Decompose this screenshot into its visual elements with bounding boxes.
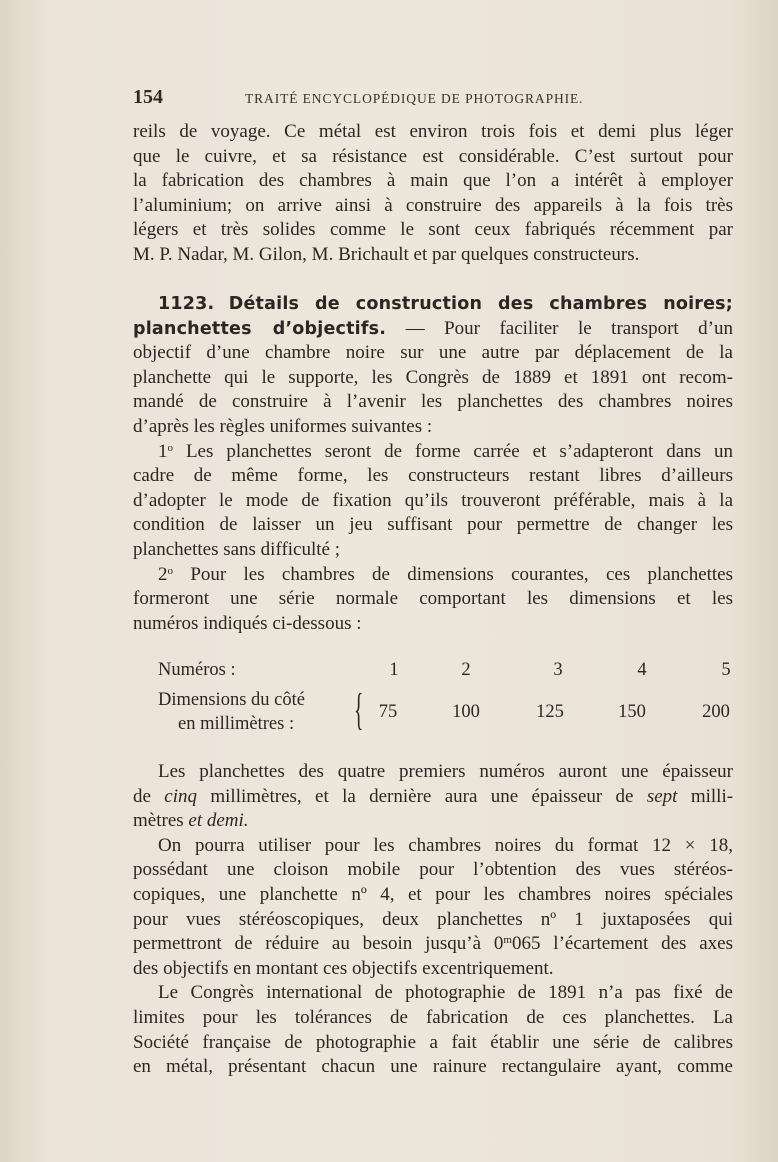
- list-item-1: [133, 440, 733, 465]
- page-header: [133, 86, 733, 114]
- text-line: M. P. Nadar, M. Gilon, M. Brichault et par quelques constructeurs.: [133, 243, 640, 265]
- text-line: légers et très solides comme le sont ceux fabriqués récemment par: [133, 219, 733, 241]
- italic-word: et demi.: [188, 810, 249, 832]
- item-number-sup: o: [167, 441, 173, 454]
- text-line: numéros indiqués ci-dessous :: [133, 612, 362, 634]
- section-title-line2: planchettes d’objectifs.: [133, 318, 387, 339]
- dimension-cell: 150: [618, 702, 646, 722]
- text-fragment: Pour les chambres de dimensions courantes, ces planchettes: [190, 563, 734, 585]
- text-line: reils de voyage. Ce métal est environ trois fois et demi plus léger: [133, 121, 733, 142]
- list-item-2: [133, 563, 733, 588]
- row-label-millimetres: en millimètres :: [178, 714, 295, 734]
- item-number: 1: [158, 440, 168, 462]
- page-number: 154: [133, 86, 163, 108]
- text-line: la fabrication des chambres à main que l’on a intérêt à employer: [133, 170, 733, 192]
- dimension-cell: 125: [536, 702, 564, 722]
- number-cell: 1: [389, 660, 399, 680]
- text-line: [133, 317, 733, 342]
- text-line: [133, 785, 733, 810]
- text-line: objectif d’une chambre noire sur une autre par déplacement de la: [133, 342, 733, 364]
- row-label-numeros: Numéros :: [158, 660, 236, 680]
- text-fragment: 065 l’écartement des axes: [511, 933, 733, 955]
- number-cell: 2: [461, 660, 471, 680]
- text-fragment: Les planchettes seront de forme carrée et s’adapteront dans un: [185, 440, 733, 462]
- running-head: TRAITÉ ENCYCLOPÉDIQUE DE PHOTOGRAPHIE.: [245, 91, 584, 106]
- text-fragment: milli-: [690, 785, 734, 807]
- text-line: pour vues stéréoscopiques, deux planchettes nº 1 juxtaposées qui: [133, 908, 733, 930]
- text-line: condition de laisser un jeu suffisant pour permettre de changer les: [133, 514, 733, 536]
- text-line: d’après les règles uniformes suivantes :: [133, 415, 433, 437]
- item-number: 2: [158, 563, 168, 585]
- unit-sup: m: [503, 934, 512, 947]
- section-title-line1: Détails de construction des chambres noires;: [228, 294, 733, 314]
- italic-word: cinq: [164, 785, 198, 807]
- text-line: formeront une série normale comportant les dimensions et les: [133, 588, 733, 610]
- number-cell: 3: [553, 660, 563, 680]
- dimension-cell: 75: [378, 702, 398, 722]
- text-line: en métal, présentant chacun une rainure rectangulaire ayant, comme: [133, 1056, 733, 1078]
- italic-word: sept: [646, 785, 678, 807]
- item-number-sup: o: [167, 564, 173, 577]
- text-line: l’aluminium; on arrive ainsi à construire des appareils à la fois très: [133, 194, 733, 216]
- section-heading: [133, 292, 733, 317]
- text-line: limites pour les tolérances de fabrication de ces planchettes. La: [133, 1006, 733, 1028]
- row-label-dimensions: Dimensions du côté: [158, 690, 305, 710]
- text-line: des objectifs en montant ces objectifs excentriquement.: [133, 957, 554, 979]
- number-cell: 5: [721, 660, 731, 680]
- text-fragment: permettront de réduire au besoin jusqu’à 0: [133, 933, 504, 955]
- section-1123: [133, 292, 733, 636]
- text-line: que le cuivre, et sa résistance est considérable. C’est surtout pour: [133, 145, 733, 167]
- text-line: Les planchettes des quatre premiers numéros auront une épaisseur: [158, 761, 733, 782]
- paragraph-aluminium: [133, 120, 733, 268]
- curly-brace: {: [354, 685, 364, 734]
- text-line: d’adopter le mode de fixation qu’ils trouveront préférable, mais à la: [133, 489, 733, 511]
- text-line: cadre de même forme, les constructeurs restant libres d’ailleurs: [133, 465, 733, 487]
- text-line: Société française de photographie a fait établir une série de calibres: [133, 1031, 733, 1053]
- text-line: planchette qui le supporte, les Congrès de 1889 et 1891 ont recom-: [133, 366, 733, 388]
- dimension-cell: 200: [702, 702, 730, 722]
- text-line: [133, 932, 733, 957]
- text-line: On pourra utiliser pour les chambres noires du format 12 × 18,: [158, 834, 733, 856]
- paragraph-thickness: [133, 760, 733, 1080]
- text-fragment: mètres: [133, 810, 184, 832]
- text-line: copiques, une planchette nº 4, et pour les chambres noires spéciales: [133, 883, 733, 905]
- number-cell: 4: [637, 660, 647, 680]
- text-line: mandé de construire à l’avenir les planchettes des chambres noires: [133, 391, 733, 413]
- text-fragment: millimètres, et la dernière aura une épaisseur de: [210, 785, 634, 807]
- dimension-cell: 100: [452, 702, 480, 722]
- section-number: 1123.: [158, 294, 215, 314]
- text-line: possédant une cloison mobile pour l’obtention des vues stéréos-: [133, 859, 733, 881]
- text-line: [133, 809, 733, 834]
- text-line: Le Congrès international de photographie de 1891 n’a pas fixé de: [158, 982, 733, 1004]
- text-fragment: — Pour faciliter le transport d’un: [405, 317, 733, 339]
- text-fragment: de: [133, 785, 151, 807]
- text-line: planchettes sans difficulté ;: [133, 538, 341, 560]
